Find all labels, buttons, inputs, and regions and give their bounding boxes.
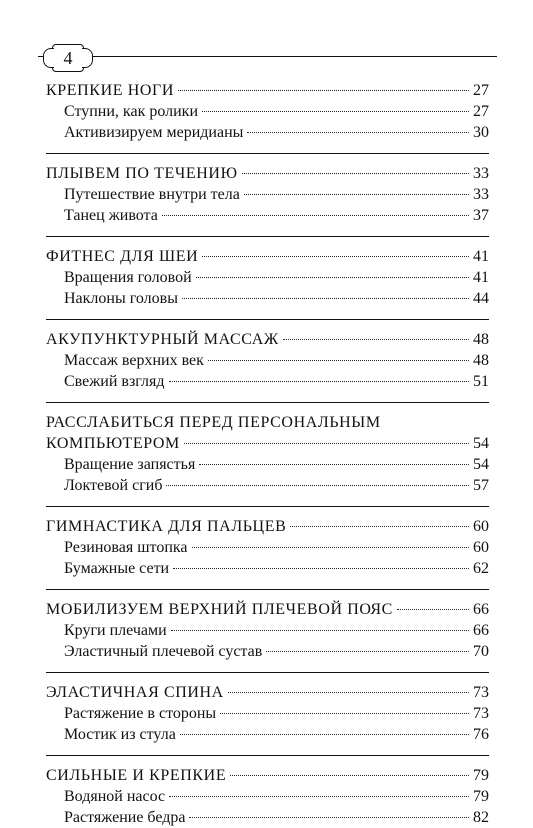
subsection-page-number: 70 bbox=[473, 643, 489, 660]
subsection-title: Активизируем меридианы bbox=[64, 124, 244, 141]
section-page-number: 48 bbox=[473, 331, 489, 348]
toc-section bbox=[46, 682, 489, 745]
subsection-page-number: 76 bbox=[473, 726, 489, 743]
dot-leader bbox=[202, 111, 469, 112]
dot-leader bbox=[192, 547, 469, 548]
dot-leader bbox=[169, 381, 469, 382]
subsection-row[interactable] bbox=[46, 122, 489, 143]
section-divider bbox=[46, 319, 489, 320]
dot-leader bbox=[184, 443, 469, 444]
subsection-page-number: 44 bbox=[473, 290, 489, 307]
dot-leader bbox=[199, 464, 469, 465]
subsection-row[interactable] bbox=[46, 620, 489, 641]
subsection-page-number: 41 bbox=[473, 269, 489, 286]
section-title: КРЕПКИЕ НОГИ bbox=[46, 82, 175, 99]
section-row[interactable] bbox=[46, 765, 489, 786]
section-divider bbox=[46, 506, 489, 507]
toc-section bbox=[46, 599, 489, 662]
subsection-title: Массаж верхних век bbox=[64, 352, 204, 369]
subsection-page-number: 62 bbox=[473, 560, 489, 577]
section-divider bbox=[46, 153, 489, 154]
subsection-row[interactable] bbox=[46, 724, 489, 745]
section-row[interactable] bbox=[46, 516, 489, 537]
subsection-page-number: 66 bbox=[473, 622, 489, 639]
toc-section bbox=[46, 412, 489, 496]
subsection-title: Свежий взгляд bbox=[64, 373, 165, 390]
subsection-page-number: 48 bbox=[473, 352, 489, 369]
subsection-page-number: 51 bbox=[473, 373, 489, 390]
section-title: СИЛЬНЫЕ И КРЕПКИЕ bbox=[46, 767, 227, 784]
subsection-row[interactable] bbox=[46, 786, 489, 807]
section-page-number: 66 bbox=[473, 601, 489, 618]
dot-leader bbox=[283, 339, 469, 340]
subsection-row[interactable] bbox=[46, 703, 489, 724]
subsection-row[interactable] bbox=[46, 184, 489, 205]
subsection-row[interactable] bbox=[46, 807, 489, 828]
dot-leader bbox=[202, 256, 469, 257]
dot-leader bbox=[220, 713, 469, 714]
subsection-page-number: 60 bbox=[473, 539, 489, 556]
dot-leader bbox=[228, 692, 469, 693]
section-title: МОБИЛИЗУЕМ ВЕРХНИЙ ПЛЕЧЕВОЙ ПОЯС bbox=[46, 601, 393, 618]
section-divider bbox=[46, 402, 489, 403]
dot-leader bbox=[244, 194, 469, 195]
subsection-row[interactable] bbox=[46, 205, 489, 226]
toc-section bbox=[46, 80, 489, 143]
dot-leader bbox=[266, 651, 469, 652]
subsection-title: Танец живота bbox=[64, 207, 158, 224]
subsection-page-number: 82 bbox=[473, 809, 489, 826]
section-divider bbox=[46, 589, 489, 590]
subsection-row[interactable] bbox=[46, 288, 489, 309]
toc-section bbox=[46, 163, 489, 226]
section-title: ЭЛАСТИЧНАЯ СПИНА bbox=[46, 684, 224, 701]
toc-section bbox=[46, 329, 489, 392]
dot-leader bbox=[208, 360, 469, 361]
section-row[interactable] bbox=[46, 599, 489, 620]
dot-leader bbox=[290, 526, 469, 527]
section-row[interactable] bbox=[46, 329, 489, 350]
section-divider bbox=[46, 672, 489, 673]
subsection-page-number: 33 bbox=[473, 186, 489, 203]
subsection-title: Локтевой сгиб bbox=[64, 477, 163, 494]
section-page-number: 27 bbox=[473, 82, 489, 99]
section-row[interactable] bbox=[46, 80, 489, 101]
subsection-title: Путешествие внутри тела bbox=[64, 186, 240, 203]
dot-leader bbox=[397, 609, 469, 610]
subsection-row[interactable] bbox=[46, 558, 489, 579]
subsection-page-number: 30 bbox=[473, 124, 489, 141]
dot-leader bbox=[169, 796, 469, 797]
section-page-number: 79 bbox=[473, 767, 489, 784]
subsection-page-number: 73 bbox=[473, 705, 489, 722]
section-row[interactable] bbox=[46, 246, 489, 267]
subsection-title: Вращения головой bbox=[64, 269, 192, 286]
subsection-row[interactable] bbox=[46, 350, 489, 371]
dot-leader bbox=[182, 298, 469, 299]
dot-leader bbox=[247, 132, 469, 133]
section-title: ФИТНЕС ДЛЯ ШЕИ bbox=[46, 248, 199, 265]
subsection-title: Круги плечами bbox=[64, 622, 167, 639]
subsection-row[interactable] bbox=[46, 101, 489, 122]
section-page-number: 73 bbox=[473, 684, 489, 701]
dot-leader bbox=[173, 568, 469, 569]
section-title: ГИМНАСТИКА ДЛЯ ПАЛЬЦЕВ bbox=[46, 518, 287, 535]
section-title: АКУПУНКТУРНЫЙ МАССАЖ bbox=[46, 331, 279, 348]
section-row[interactable] bbox=[46, 163, 489, 184]
toc-section bbox=[46, 765, 489, 828]
subsection-row[interactable] bbox=[46, 537, 489, 558]
subsection-row[interactable] bbox=[46, 267, 489, 288]
dot-leader bbox=[189, 817, 469, 818]
section-row[interactable] bbox=[46, 433, 489, 454]
subsection-title: Эластичный плечевой сустав bbox=[64, 643, 263, 660]
subsection-title: Мостик из стула bbox=[64, 726, 176, 743]
dot-leader bbox=[162, 215, 469, 216]
dot-leader bbox=[171, 630, 469, 631]
subsection-page-number: 37 bbox=[473, 207, 489, 224]
page-number: 4 bbox=[52, 44, 84, 72]
dot-leader bbox=[196, 277, 469, 278]
subsection-title: Вращение запястья bbox=[64, 456, 196, 473]
page-header bbox=[0, 0, 533, 80]
dot-leader bbox=[180, 734, 469, 735]
subsection-title: Растяжение в стороны bbox=[64, 705, 217, 722]
dot-leader bbox=[230, 775, 469, 776]
subsection-row[interactable] bbox=[46, 641, 489, 662]
section-title-line1: РАССЛАБИТЬСЯ ПЕРЕД ПЕРСОНАЛЬНЫМ bbox=[46, 414, 381, 431]
section-page-number: 33 bbox=[473, 165, 489, 182]
subsection-row[interactable] bbox=[46, 454, 489, 475]
subsection-page-number: 57 bbox=[473, 477, 489, 494]
table-of-contents bbox=[46, 80, 489, 828]
section-page-number: 60 bbox=[473, 518, 489, 535]
dot-leader bbox=[166, 485, 469, 486]
subsection-row[interactable] bbox=[46, 475, 489, 496]
subsection-title: Наклоны головы bbox=[64, 290, 178, 307]
dot-leader bbox=[178, 90, 469, 91]
toc-section bbox=[46, 516, 489, 579]
subsection-title: Ступни, как ролики bbox=[64, 103, 199, 120]
subsection-title: Водяной насос bbox=[64, 788, 166, 805]
header-rule bbox=[38, 56, 497, 57]
subsection-title: Растяжение бедра bbox=[64, 809, 186, 826]
subsection-page-number: 79 bbox=[473, 788, 489, 805]
section-page-number: 41 bbox=[473, 248, 489, 265]
dot-leader bbox=[242, 173, 469, 174]
section-title: ПЛЫВЕМ ПО ТЕЧЕНИЮ bbox=[46, 165, 238, 182]
subsection-page-number: 27 bbox=[473, 103, 489, 120]
section-divider bbox=[46, 755, 489, 756]
subsection-title: Резиновая штопка bbox=[64, 539, 188, 556]
toc-section bbox=[46, 246, 489, 309]
section-page-number: 54 bbox=[473, 435, 489, 452]
section-title: КОМПЬЮТЕРОМ bbox=[46, 435, 180, 452]
subsection-row[interactable] bbox=[46, 371, 489, 392]
section-divider bbox=[46, 236, 489, 237]
subsection-title: Бумажные сети bbox=[64, 560, 170, 577]
subsection-page-number: 54 bbox=[473, 456, 489, 473]
section-row[interactable] bbox=[46, 682, 489, 703]
